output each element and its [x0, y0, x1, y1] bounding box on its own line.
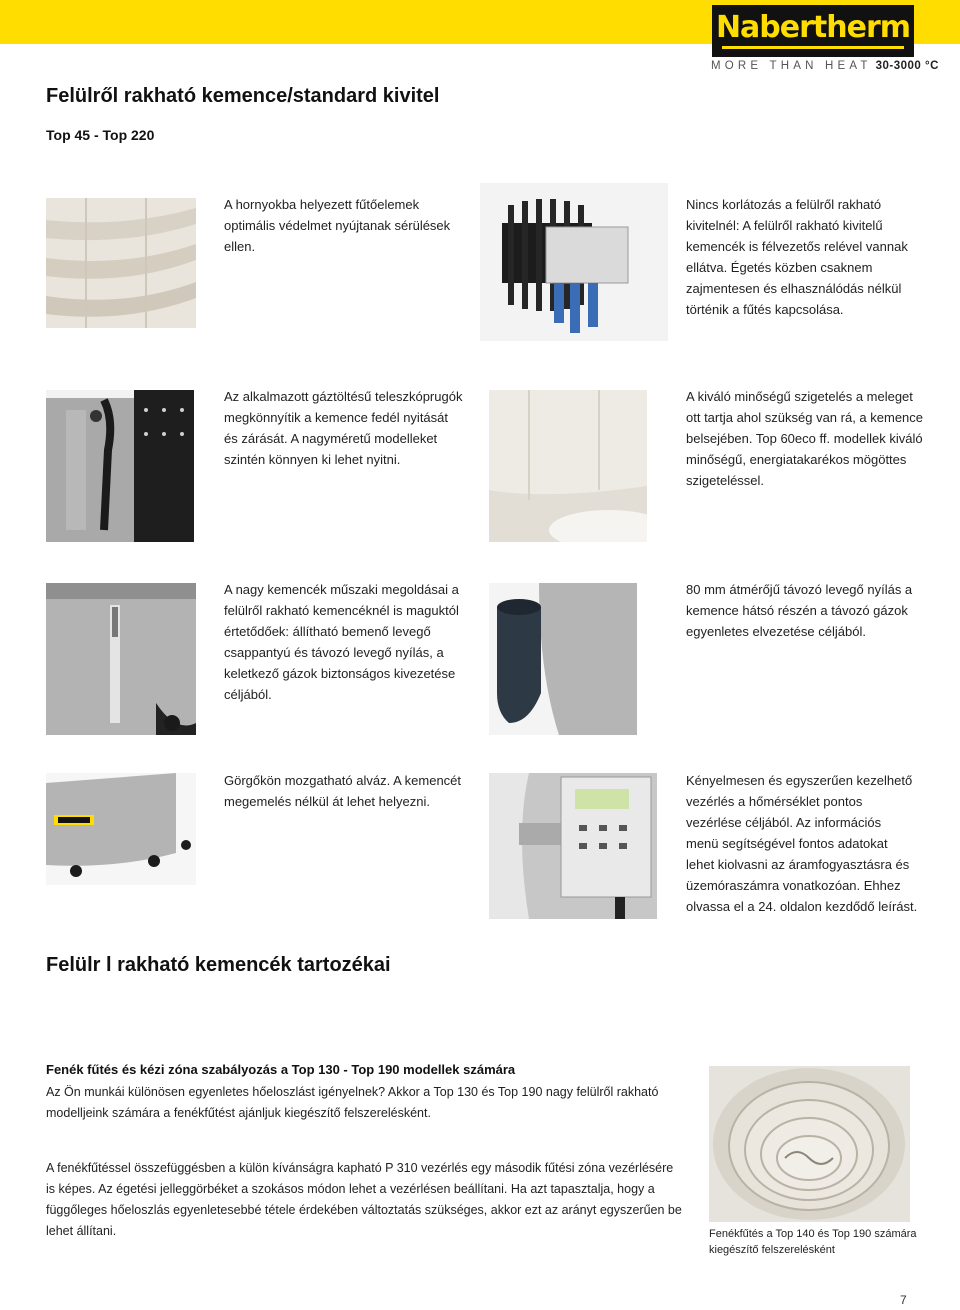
feature-text-2: Nincs korlátozás a felülről rakható kivitelnél: A felülről rakható kivitelű kemencék is félvezetős relével vannak ellátva. Égetés közben csaknem zajmentesen és elhasználódás nélkül történik a fűtés kapcsolása.: [686, 197, 908, 317]
feature-text-5: A nagy kemencék műszaki megoldásai a felülről rakható kemencéknél is maguktól értetődőek: állítható bemenő levegő csappantyú és távozó levegő nyílás, a keletkező gázok biztonságos kivezetése céljából.: [224, 582, 459, 702]
bottom-heating-photo: [709, 1066, 910, 1222]
brand-tagline: [711, 60, 939, 72]
accessories-subheading: Fenék fűtés és kézi zóna szabályozás a Top 130 - Top 190 modellek számára: [46, 1062, 516, 1077]
air-flap-photo: [46, 583, 196, 735]
feature-text-3: Az alkalmazott gáztöltésű teleszkóprugók megkönnyítik a kemence fedél nyitását és zárását. A nagyméretű modelleket szintén könnyen ki lehet nyitni.: [224, 389, 463, 467]
gas-spring-photo: [46, 390, 194, 542]
tagline-text: MORE THAN HEAT: [711, 60, 872, 72]
feature-text-4: A kiváló minőségű szigetelés a meleget ott tartja ahol szükség van rá, a kemence belsejében. Top 60eco ff. modellek kiváló minőségű, energiatakarékos mögöttes szigeteléssel.: [686, 389, 924, 488]
heating-element-grooves-photo: [46, 198, 196, 328]
page-number: 7: [900, 1293, 907, 1307]
logo-underline: [722, 46, 904, 49]
page-title: Felülről rakható kemence/standard kivitel: [46, 85, 440, 107]
temperature-range: 30-3000 °C: [875, 60, 939, 72]
feature-text-6: 80 mm átmérőjű távozó levegő nyílás a kemence hátsó részén a távozó gázok egyenletes elvezetése céljából.: [686, 582, 913, 639]
page-subtitle: Top 45 - Top 220: [46, 127, 155, 143]
photo-caption: Fenékfűtés a Top 140 és Top 190 számára kiegészítő felszerelésként: [709, 1228, 917, 1256]
feature-text-1: A hornyokba helyezett fűtőelemek optimális védelmet nyújtanak sérülések ellen.: [224, 197, 451, 254]
brand-logo: Nabertherm: [715, 10, 911, 45]
wheeled-base-photo: [46, 773, 196, 885]
feature-text-8: Kényelmesen és egyszerűen kezelhető vezérlés a hőmérséklet pontos vezérlése céljából. Az információs menü segítségével fontos adatokat lehet kiolvasni az áramfogyasztásra és üzemóraszámra vonatkozóan. Ehhez olvassa el a 24. oldalon kezdődő leírást.: [686, 773, 918, 914]
controller-photo: [489, 773, 657, 919]
feature-text-7: Görgőkön mozgatható alváz. A kemencét megemelés nélkül át lehet helyezni.: [224, 773, 462, 809]
insulation-photo: [489, 390, 647, 542]
exhaust-opening-photo: [489, 583, 637, 735]
solid-state-relay-photo: [480, 183, 668, 341]
accessories-paragraph-1: Az Ön munkái különösen egyenletes hőeloszlást igényelnek? Akkor a Top 130 és Top 190 nagy felülről rakható modelljeink számára a fenékfűtést ajánljuk kiegészítő felszerelésként.: [46, 1085, 659, 1120]
accessories-heading: Felülr l rakható kemencék tartozékai: [46, 954, 391, 976]
accessories-paragraph-2: A fenékfűtéssel összefüggésben a külön kívánságra kapható P 310 vezérlés egy második fűtési zóna vezérlésére is képes. Az égetési jelleggörbéket a szokásos módon lehet a vezérlésen beállítani. Ha azt tapasztalja, hogy a függőleges hőeloszlás egyenletesebbé tétele érdekében változtatás szükséges, akkor ezt az arányt egyszerűen be lehet állítani.: [46, 1161, 682, 1238]
